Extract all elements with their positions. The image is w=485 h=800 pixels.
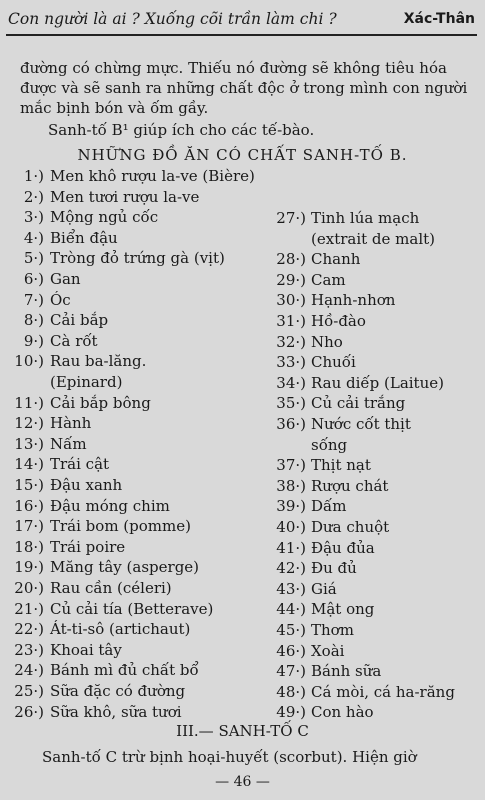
item-number: 17·) [14, 517, 44, 536]
item-text: Cá mòi, cá ha-răng [311, 682, 455, 701]
list-item [6, 475, 122, 495]
item-text: Tinh lúa mạch [311, 209, 420, 227]
list-item [6, 537, 125, 557]
list-item [270, 476, 388, 496]
item-text: Dấm [311, 497, 347, 516]
list-item [270, 620, 354, 640]
item-text: Cải bắp bông [50, 393, 151, 412]
item-number: 26·) [14, 702, 44, 721]
item-text: Óc [50, 290, 71, 309]
list-item [6, 372, 122, 392]
list-item [6, 166, 255, 186]
item-text: Bánh sữa [311, 662, 382, 681]
list-item [270, 352, 356, 372]
list-item [6, 434, 87, 454]
list-item [270, 270, 346, 290]
list-item [6, 207, 158, 227]
item-text: Nho [311, 332, 343, 351]
item-text: Củ cải trắng [311, 394, 406, 413]
running-header [6, 4, 477, 36]
item-number: 13·) [14, 434, 44, 453]
closing-text: Sanh-tố C trừ bịnh hoại-huyết (scorbut). Hiện giờ [42, 748, 417, 766]
list-item [270, 393, 405, 413]
item-number: 25·) [14, 682, 44, 700]
list-item [270, 517, 389, 537]
item-number: 32·) [276, 332, 306, 351]
list-item [6, 681, 185, 701]
list-item [270, 249, 360, 269]
item-text: Khoai tây [50, 640, 122, 659]
list-item [270, 435, 347, 455]
item-text: Đậu xanh [50, 476, 123, 494]
list-item [6, 331, 98, 351]
list-item [6, 516, 191, 536]
item-text: Đậu đủa [311, 538, 375, 557]
item-text: Đu đủ [311, 559, 357, 578]
list-item [270, 414, 411, 434]
list-item [6, 269, 81, 289]
list-item [270, 290, 395, 310]
item-text: Mật ong [311, 600, 375, 619]
item-number: 33·) [276, 353, 306, 372]
item-number: 1·) [23, 167, 44, 185]
item-text: Trái poire [50, 537, 126, 556]
list-item [270, 538, 375, 558]
list-item [6, 599, 213, 619]
item-text: Hạnh-nhơn [311, 291, 396, 310]
item-number: 41·) [276, 538, 306, 557]
list-item [270, 641, 344, 661]
item-text: Sữa đặc có đường [50, 682, 186, 700]
page-number: — 46 — [215, 774, 270, 790]
list-item [6, 228, 118, 248]
item-number: 34·) [276, 373, 306, 392]
item-number: 47·) [276, 662, 306, 681]
item-text: Rượu chát [311, 476, 389, 495]
item-text: Dưa chuột [311, 518, 390, 536]
item-text: (Epinard) [50, 373, 123, 391]
item-text: Nấm [50, 434, 87, 453]
item-number: 21·) [14, 599, 44, 618]
list-item [270, 682, 455, 702]
item-number: 22·) [14, 620, 44, 639]
item-number: 23·) [14, 640, 44, 659]
item-text: Tròng đỏ trứng gà (vịt) [50, 249, 225, 268]
list-item [270, 208, 419, 228]
list-item [6, 290, 71, 310]
section-heading: III.— SANH-TỐ C [176, 722, 309, 740]
item-number: 46·) [276, 641, 306, 660]
item-text: (extrait de malt) [311, 229, 436, 248]
list-item [270, 496, 346, 516]
item-number: 42·) [276, 559, 306, 578]
item-text: Mộng ngủ cốc [50, 208, 159, 227]
item-number: 40·) [276, 518, 306, 536]
item-text: Men tươi rượu la-ve [50, 187, 200, 206]
list-item [6, 619, 190, 639]
item-text: Cải bắp [50, 311, 109, 330]
item-number: 29·) [276, 270, 306, 289]
list-item [270, 332, 343, 352]
item-number: 20·) [14, 579, 44, 597]
item-number: 49·) [276, 703, 306, 722]
paragraph-1: đường có chừng mực. Thiếu nó đường sẽ không tiêu hóa được và sẽ sanh ra những chất độc ở trong mình con người mắc bịnh bón và ốm gầy. [20, 59, 468, 117]
list-item [6, 557, 199, 577]
item-number: 28·) [276, 250, 306, 269]
item-text: Củ cải tía (Betterave) [50, 599, 214, 618]
list-item [270, 229, 435, 249]
item-number: 38·) [276, 476, 306, 495]
list-item [6, 187, 199, 207]
item-text: Giá [311, 579, 337, 598]
list-item [6, 393, 151, 413]
item-text: Thịt nạt [311, 456, 371, 475]
item-text: Rau diếp (Laitue) [311, 373, 444, 392]
item-number: 7·) [23, 290, 44, 309]
item-number: 3·) [23, 208, 44, 227]
item-number: 2·) [23, 187, 44, 206]
item-number: 48·) [276, 682, 306, 701]
list-item [270, 661, 381, 681]
list-item [6, 496, 170, 516]
item-text: Bánh mì đủ chất bổ [50, 661, 199, 680]
item-text: Rau cần (céleri) [50, 579, 172, 597]
item-text: Thơm [311, 621, 354, 639]
list-heading: NHỮNG ĐỒ ĂN CÓ CHẤT SANH-TỐ B. [77, 146, 408, 164]
item-text: Xoài [311, 641, 345, 660]
list-item [6, 640, 122, 660]
item-text: Men khô rượu la-ve (Bière) [50, 167, 255, 185]
item-number: 31·) [276, 312, 306, 330]
item-number: 11·) [14, 393, 44, 412]
list-item [270, 373, 444, 393]
item-number: 6·) [23, 270, 44, 288]
item-number: 14·) [14, 455, 44, 474]
list-item [6, 248, 225, 268]
item-number: 27·) [276, 209, 306, 227]
list-item [270, 579, 337, 599]
item-number: 36·) [276, 415, 306, 433]
item-text: Cà rốt [50, 331, 98, 350]
paragraph-2: Sanh-tố B¹ giúp ích cho các tế-bào. [48, 121, 315, 139]
item-text: Hồ-đào [311, 312, 366, 330]
item-number: 12·) [14, 414, 44, 433]
list-item [270, 455, 371, 475]
item-text: Át-ti-sô (artichaut) [50, 620, 191, 639]
item-text: Chuối [311, 353, 356, 372]
item-number: 9·) [23, 331, 44, 350]
item-number: 10·) [14, 352, 44, 371]
list-item [6, 702, 182, 722]
list-item [6, 413, 91, 433]
header-author: Xác-Thân [403, 11, 475, 27]
item-number: 39·) [276, 497, 306, 516]
item-text: Con hào [311, 703, 374, 722]
item-number: 19·) [14, 558, 44, 577]
item-text: Trái bom (pomme) [50, 517, 191, 536]
item-number: 37·) [276, 456, 306, 475]
list-item [6, 351, 146, 371]
item-text: Sữa khô, sữa tươi [50, 702, 182, 721]
item-number: 5·) [23, 249, 44, 268]
item-text: Chanh [311, 250, 361, 269]
list-item [270, 558, 357, 578]
item-number: 4·) [23, 228, 44, 247]
item-number: 45·) [276, 621, 306, 639]
list-item [6, 578, 172, 598]
item-text: Măng tây (asperge) [50, 558, 200, 577]
item-text: Rau ba-lăng. [50, 352, 147, 371]
item-text: Cam [311, 270, 346, 289]
item-text: Gan [50, 270, 81, 288]
list-item [6, 660, 199, 680]
item-number: 8·) [23, 311, 44, 330]
item-text: Nước cốt thịt [311, 415, 411, 433]
item-number: 35·) [276, 394, 306, 413]
item-text: Hành [50, 414, 92, 433]
item-number: 16·) [14, 496, 44, 515]
item-text: sống [311, 435, 348, 454]
header-title: Con người là ai ? Xuống cõi trần làm chi ? [8, 10, 337, 28]
item-text: Biển đậu [50, 228, 118, 247]
list-item [270, 702, 374, 722]
item-text: Đậu móng chim [50, 496, 170, 515]
item-number: 30·) [276, 291, 306, 310]
item-number: 18·) [14, 537, 44, 556]
list-item [270, 599, 374, 619]
item-number: 44·) [276, 600, 306, 619]
item-number: 24·) [14, 661, 44, 680]
item-text: Trái cật [50, 455, 110, 474]
item-number: 15·) [14, 476, 44, 494]
list-item [6, 454, 109, 474]
list-item [270, 311, 366, 331]
list-item [6, 310, 108, 330]
item-number: 43·) [276, 579, 306, 598]
